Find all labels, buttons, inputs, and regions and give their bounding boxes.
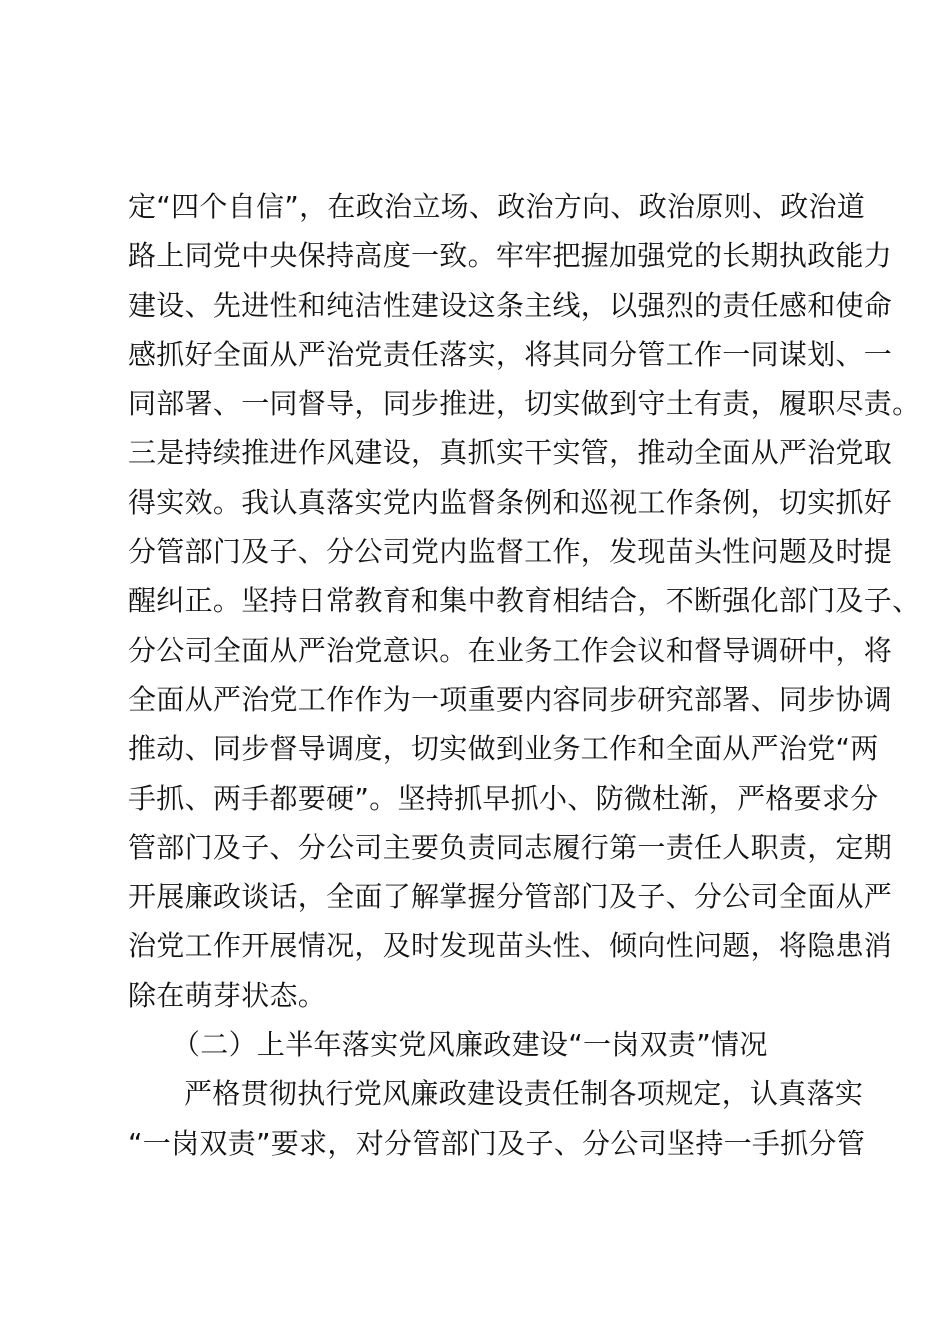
paragraph-3: [128, 1069, 866, 1168]
paragraph-line: 管部门及子、分公司主要负责同志履行第一责任人职责，定期: [128, 830, 893, 864]
section-heading: （二）上半年落实党风廉政建设“一岗双责”情况: [172, 1028, 768, 1062]
section-2-heading: [128, 1020, 838, 1069]
paragraph-line: 路上同党中央保持高度一致。牢牢把握加强党的长期执政能力: [128, 239, 893, 273]
paragraph-line: 建设、先进性和纯洁性建设这条主线，以强烈的责任感和使命: [128, 288, 893, 322]
paragraph-line: “一岗双责”要求，对分管部门及子、分公司坚持一手抓分管: [128, 1126, 866, 1160]
paragraph-line: 严格贯彻执行党风廉政建设责任制各项规定，认真落实: [184, 1077, 864, 1111]
paragraph-line: 治党工作开展情况，及时发现苗头性、倾向性问题，将隐患消: [128, 929, 893, 963]
paragraph-line: 开展廉政谈话，全面了解掌握分管部门及子、分公司全面从严: [128, 880, 893, 914]
paragraph-line: 得实效。我认真落实党内监督条例和巡视工作条例，切实抓好: [128, 485, 893, 519]
paragraph-2: [128, 428, 921, 1020]
paragraph-line: 分管部门及子、分公司党内监督工作，发现苗头性问题及时提: [128, 535, 893, 569]
paragraph-line: 感抓好全面从严治党责任落实，将其同分管工作一同谋划、一: [128, 337, 893, 371]
paragraph-line: 醒纠正。坚持日常教育和集中教育相结合，不断强化部门及子、: [128, 584, 921, 618]
paragraph-line: 推动、同步督导调度，切实做到业务工作和全面从严治党“两: [128, 732, 879, 766]
document-body: [128, 182, 921, 1168]
paragraph-line: 三是持续推进作风建设，真抓实干实管，推动全面从严治党取: [128, 436, 893, 470]
paragraph-1: [128, 182, 921, 428]
paragraph-line: 定“四个自信”，在政治立场、政治方向、政治原则、政治道: [128, 190, 866, 223]
paragraph-line: 同部署、一同督导，同步推进，切实做到守土有责，履职尽责。: [128, 387, 921, 421]
paragraph-line: 全面从严治党工作作为一项重要内容同步研究部署、同步协调: [128, 682, 893, 716]
paragraph-line: 手抓、两手都要硬”。坚持抓早抓小、防微杜渐，严格要求分: [128, 781, 879, 815]
paragraph-line: 除在萌芽状态。: [128, 978, 327, 1012]
paragraph-line: 分公司全面从严治党意识。在业务工作会议和督导调研中，将: [128, 633, 893, 667]
